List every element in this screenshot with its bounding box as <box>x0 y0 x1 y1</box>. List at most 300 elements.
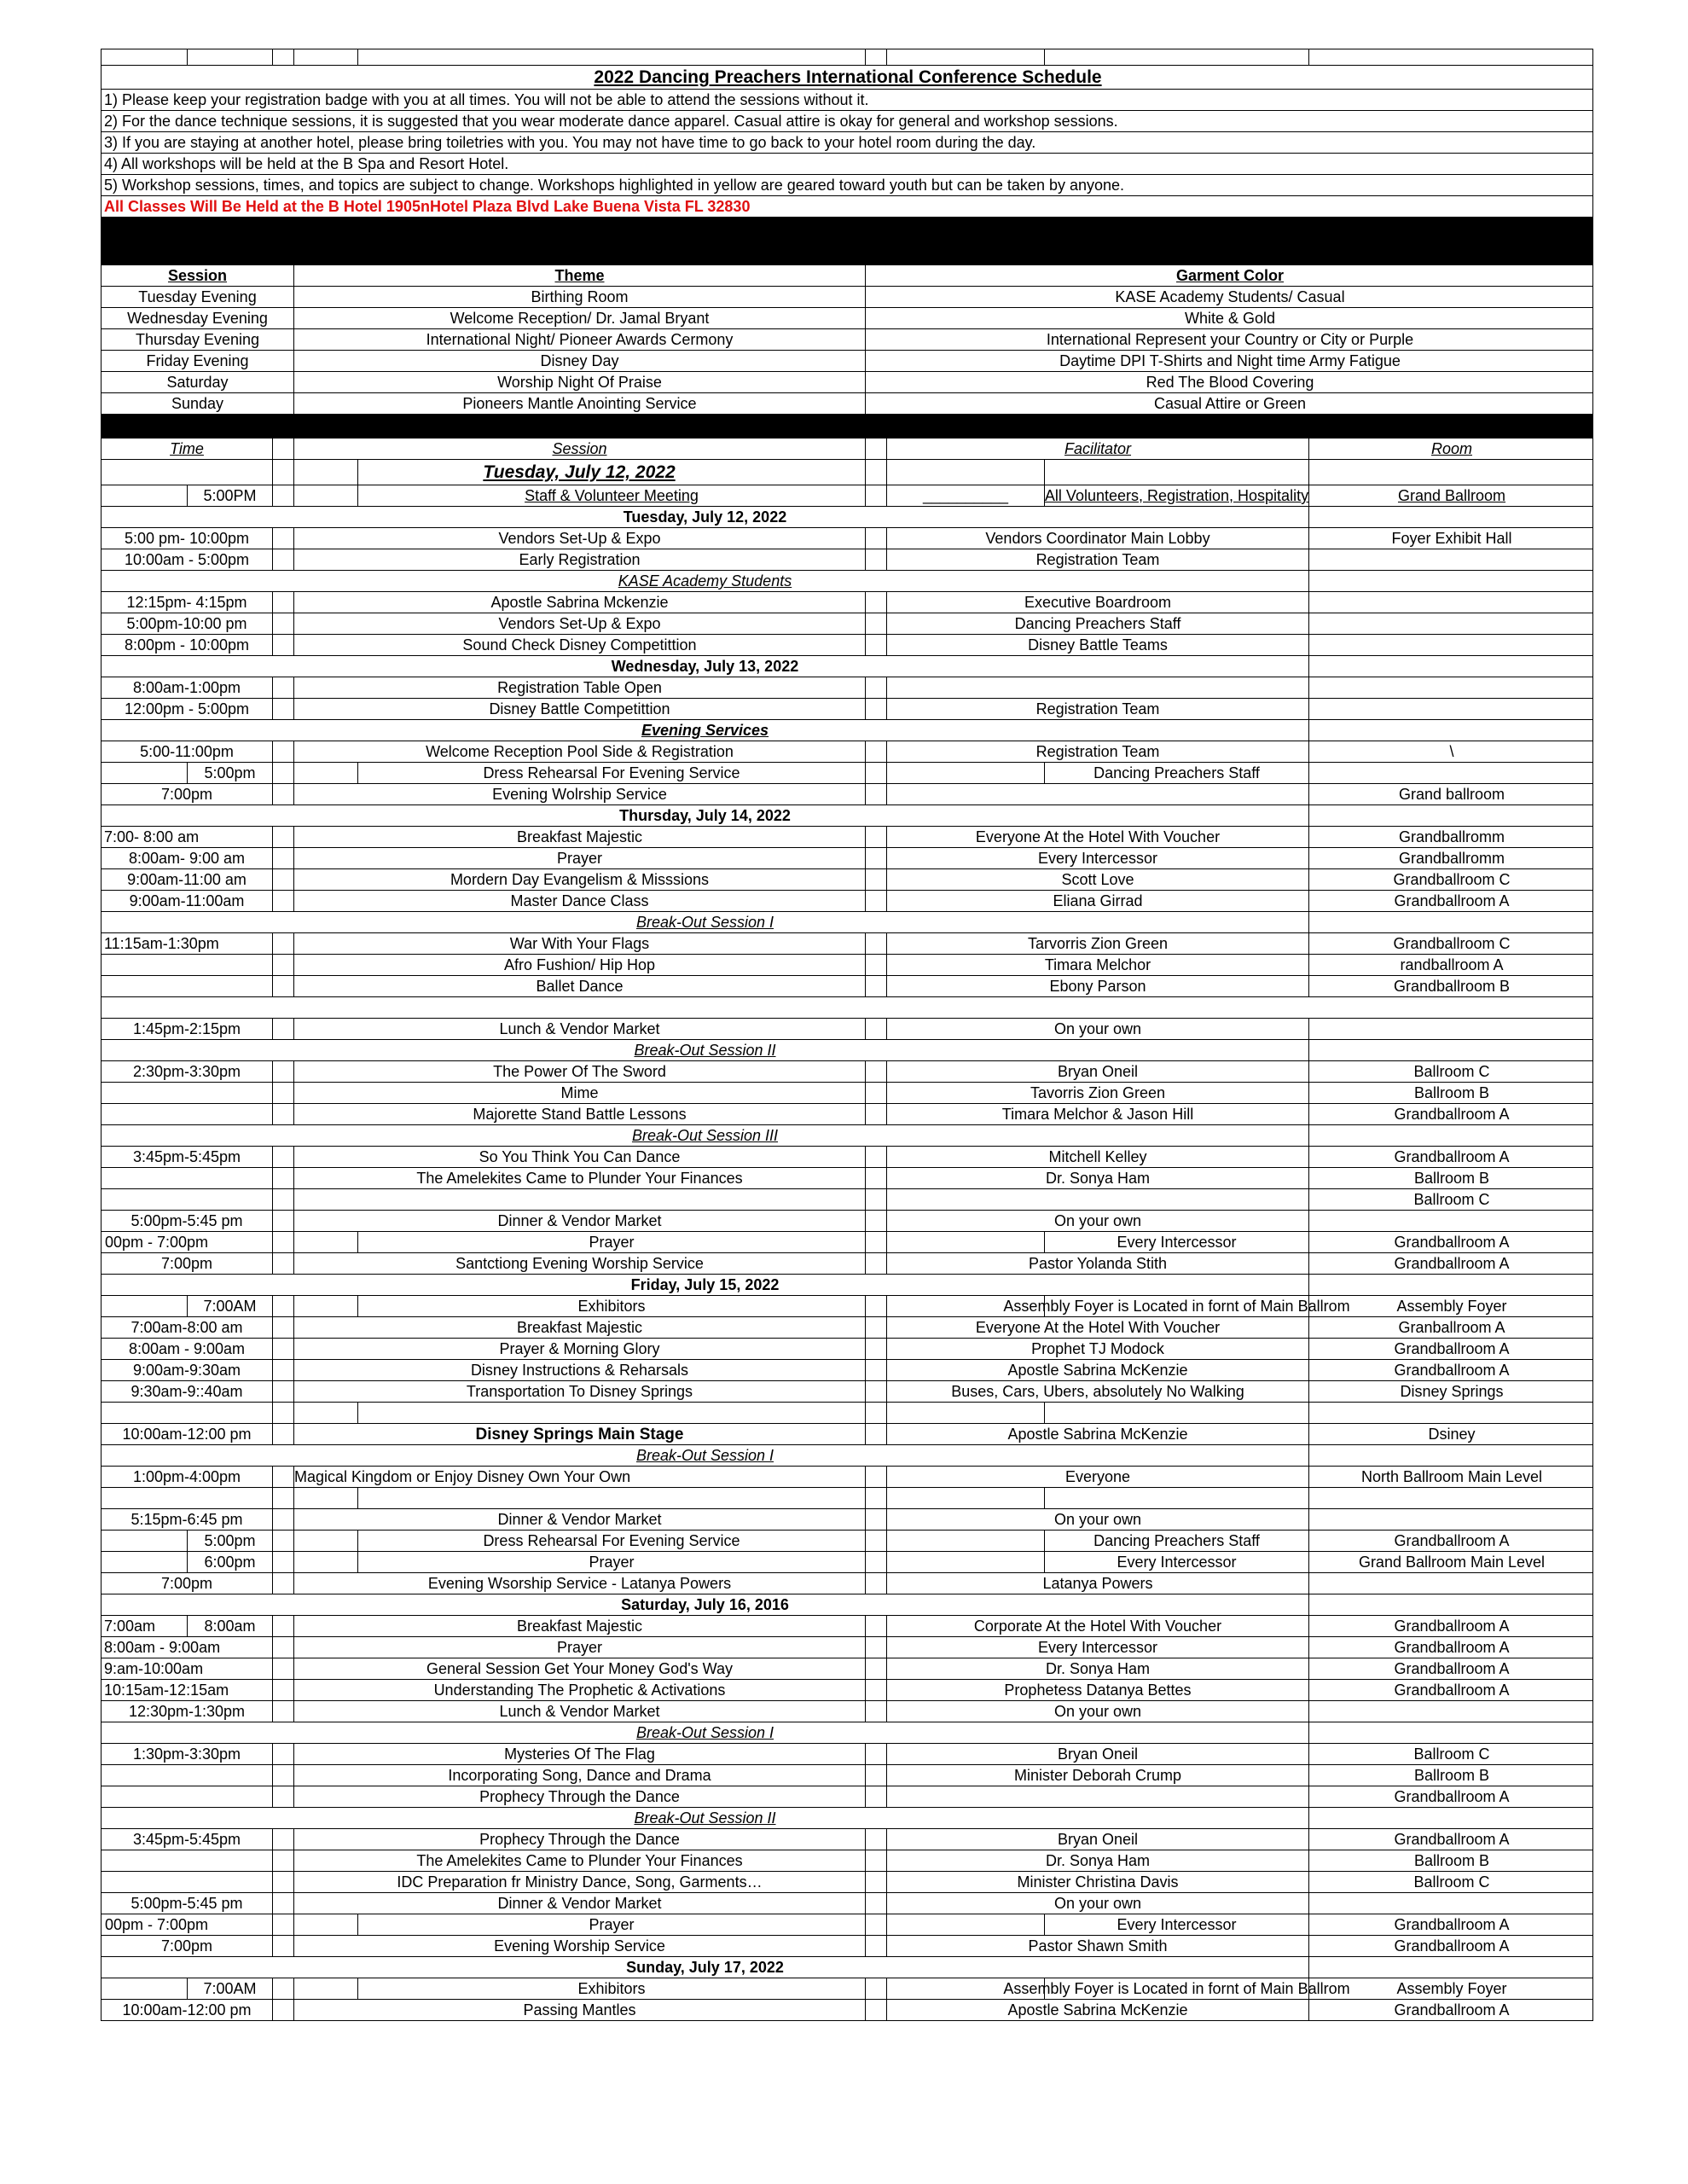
session-cell: Transportation To Disney Springs <box>293 1381 865 1402</box>
room-cell <box>1308 912 1594 932</box>
room-cell: Grandballroom A <box>1308 1914 1594 1935</box>
gap-cell <box>865 1467 886 1487</box>
note-row <box>101 111 1593 132</box>
gap-cell <box>272 592 293 613</box>
gap-cell <box>865 1701 886 1722</box>
grid-line <box>1044 1403 1045 1423</box>
facilitator-cell: Dancing Preachers Staff <box>1044 1531 1308 1551</box>
facilitator-cell: On your own <box>886 1019 1308 1039</box>
time-cell: 9:am-10:00am <box>104 1660 204 1677</box>
schedule-row <box>101 528 1593 549</box>
session-cell: Exhibitors <box>357 1296 865 1316</box>
schedule-row <box>101 827 1593 848</box>
time-cell <box>102 1786 272 1807</box>
schedule-header-row <box>101 439 1593 460</box>
time-cell: 7:00AM <box>187 1296 272 1316</box>
session-cell: Sound Check Disney Competittion <box>293 635 865 655</box>
gap-cell <box>865 1531 886 1551</box>
section-header-row <box>101 1722 1593 1744</box>
gap-cell <box>865 1317 886 1338</box>
theme-name: Disney Day <box>293 351 865 371</box>
session-cell: Dress Rehearsal For Evening Service <box>357 763 865 783</box>
gap-cell <box>272 1296 293 1316</box>
schedule-row <box>101 933 1593 955</box>
session-cell: Prayer <box>357 1552 865 1572</box>
session-cell: Prayer <box>357 1232 865 1252</box>
day-heading: Saturday, July 16, 2016 <box>621 1596 789 1613</box>
gap-cell <box>865 1296 886 1316</box>
day-header-row <box>101 805 1593 827</box>
session-spacer <box>293 485 357 506</box>
location-notice: All Classes Will Be Held at the B Hotel 1905nHotel Plaza Blvd Lake Buena Vista FL 32830 <box>104 198 751 215</box>
facilitator-cell: On your own <box>886 1701 1308 1722</box>
session-cell: Evening Worship Service <box>293 1936 865 1956</box>
grid-line <box>886 460 887 485</box>
gap-cell <box>272 763 293 783</box>
title-row <box>101 66 1593 90</box>
time-cell <box>102 1083 272 1103</box>
room-cell: Grandballroom A <box>1308 1339 1594 1359</box>
schedule-row <box>101 1765 1593 1786</box>
gap-cell <box>272 1765 293 1786</box>
time-cell: 12:30pm-1:30pm <box>128 1703 246 1720</box>
gap-cell <box>865 1786 886 1807</box>
gap-cell <box>865 1061 886 1082</box>
gap-cell <box>865 763 886 783</box>
session-cell: IDC Preparation fr Ministry Dance, Song, Garments… <box>293 1872 865 1892</box>
room-cell <box>1308 1019 1594 1039</box>
spacer-row <box>101 1403 1593 1424</box>
gap-cell <box>865 1573 886 1594</box>
theme-session: Thursday Evening <box>135 331 260 348</box>
facilitator-cell <box>886 1189 1308 1210</box>
schedule-row <box>101 1914 1593 1936</box>
session-cell: Lunch & Vendor Market <box>293 1019 865 1039</box>
schedule-row <box>101 549 1593 571</box>
room-cell: Grandballroom B <box>1308 976 1594 996</box>
schedule-row <box>101 1189 1593 1211</box>
room-cell: Grandballroom A <box>1308 1658 1594 1679</box>
room-cell: Grandballroom A <box>1308 1936 1594 1956</box>
session-cell: The Power Of The Sword <box>293 1061 865 1082</box>
gap-cell <box>272 1061 293 1082</box>
room-cell: Grandballroom C <box>1308 869 1594 890</box>
note-text: 1) Please keep your registration badge with you at all times. You will not be able to attend the sessions without it. <box>104 91 869 108</box>
theme-row <box>101 329 1593 351</box>
room-cell <box>1308 1573 1594 1594</box>
gap-cell <box>865 1616 886 1636</box>
schedule-row <box>101 1658 1593 1680</box>
section-header-row <box>101 1125 1593 1147</box>
grid-line <box>187 49 188 65</box>
time-cell <box>102 1765 272 1786</box>
gap-cell <box>865 827 886 847</box>
schedule-row <box>101 1083 1593 1104</box>
schedule-row <box>101 869 1593 891</box>
top-spacer-row <box>101 49 1593 66</box>
schedule-row <box>101 635 1593 656</box>
gap-cell <box>865 613 886 634</box>
room-cell: Assembly Foyer <box>1308 1978 1594 1999</box>
gap-cell <box>272 1936 293 1956</box>
section-header-row <box>101 1040 1593 1061</box>
gap-cell <box>865 699 886 719</box>
note-row <box>101 132 1593 154</box>
facilitator-cell: Dancing Preachers Staff <box>886 613 1308 634</box>
room-cell: Grandballroom A <box>1308 891 1594 911</box>
facilitator-cell: Executive Boardroom <box>886 592 1308 613</box>
room-cell: \ <box>1308 741 1594 762</box>
gap-cell <box>865 1168 886 1188</box>
gap-cell <box>272 528 293 549</box>
time-cell: 5:00pm <box>187 1531 272 1551</box>
theme-row <box>101 372 1593 393</box>
session-spacer <box>293 1552 357 1572</box>
session-cell: Dinner & Vendor Market <box>293 1509 865 1530</box>
theme-row <box>101 287 1593 308</box>
room-cell: Grandballroom A <box>1308 1232 1594 1252</box>
theme-row <box>101 393 1593 415</box>
gap-cell <box>272 784 293 804</box>
schedule-row <box>101 1637 1593 1658</box>
session-cell: Lunch & Vendor Market <box>293 1701 865 1722</box>
facilitator-cell: Pastor Shawn Smith <box>886 1936 1308 1956</box>
gap-cell <box>865 1189 886 1210</box>
session-cell <box>293 1189 865 1210</box>
schedule-row <box>101 741 1593 763</box>
session-cell: So You Think You Can Dance <box>293 1147 865 1167</box>
room-cell: Grandballroom C <box>1308 933 1594 954</box>
session-spacer <box>293 763 357 783</box>
session-cell: Mime <box>293 1083 865 1103</box>
time-cell: 7:00am-8:00 am <box>131 1319 243 1336</box>
section-header-row <box>101 912 1593 933</box>
session-cell: Afro Fushion/ Hip Hop <box>293 955 865 975</box>
schedule-row <box>101 592 1593 613</box>
time-cell: 7:00- 8:00 am <box>104 828 200 845</box>
schedule-row <box>101 1680 1593 1701</box>
grid-line <box>886 49 887 65</box>
schedule-row <box>101 1211 1593 1232</box>
session-cell: Evening Wolrship Service <box>293 784 865 804</box>
gap-cell <box>865 2000 886 2020</box>
time-cell: 3:45pm-5:45pm <box>132 1148 241 1165</box>
gap-cell <box>865 1765 886 1786</box>
garment-color: Daytime DPI T-Shirts and Night time Army Fatigue <box>865 351 1594 371</box>
time-spacer <box>102 1552 187 1572</box>
room-cell <box>1308 549 1594 570</box>
day-header-row <box>101 507 1593 528</box>
session-cell: The Amelekites Came to Plunder Your Finances <box>293 1850 865 1871</box>
gap-cell <box>272 1872 293 1892</box>
grid-line <box>1044 1488 1045 1508</box>
time-cell <box>102 1850 272 1871</box>
room-cell <box>1308 699 1594 719</box>
garment-color: International Represent your Country or City or Purple <box>865 329 1594 350</box>
gap-cell <box>865 1253 886 1274</box>
header-session: Session <box>167 267 228 284</box>
grid-line <box>272 1488 273 1508</box>
facilitator-cell: Prophet TJ Modock <box>886 1339 1308 1359</box>
facilitator-spacer <box>886 763 1044 783</box>
gap-cell <box>272 2000 293 2020</box>
facilitator-cell: Everyone At the Hotel With Voucher <box>886 827 1308 847</box>
gap-cell <box>272 741 293 762</box>
header-garment-color: Garment Color <box>865 265 1594 286</box>
gap-cell <box>865 1232 886 1252</box>
room-cell <box>1308 1957 1594 1978</box>
gap-cell <box>272 1658 293 1679</box>
facilitator-cell: Bryan Oneil <box>886 1829 1308 1850</box>
session-cell: Santctiong Evening Worship Service <box>293 1253 865 1274</box>
gap-cell <box>272 1680 293 1700</box>
gap-cell <box>865 1019 886 1039</box>
black-separator-bar <box>101 218 1593 265</box>
gap-cell <box>865 1914 886 1935</box>
gap-cell <box>272 955 293 975</box>
room-cell: Grandballroom A <box>1308 1637 1594 1658</box>
section-heading: Break-Out Session II <box>634 1042 776 1059</box>
schedule-row <box>101 1424 1593 1445</box>
room-cell: North Ballroom Main Level <box>1308 1467 1594 1487</box>
gap-cell <box>865 549 886 570</box>
room-cell: Grand Ballroom Main Level <box>1308 1552 1594 1572</box>
session-cell: Disney Springs Main Stage <box>293 1424 865 1444</box>
session-cell: Registration Table Open <box>293 677 865 698</box>
time-cell: 8:00am - 9:00am <box>128 1340 246 1357</box>
session-cell: Welcome Reception Pool Side & Registration <box>293 741 865 762</box>
gap-cell <box>272 1893 293 1914</box>
facilitator-cell: Assembly Foyer is Located in fornt of Main Ballrom <box>1003 1980 1350 1997</box>
gap-cell <box>272 1573 293 1594</box>
time-spacer <box>102 1531 187 1551</box>
facilitator-cell: Apostle Sabrina McKenzie <box>886 1424 1308 1444</box>
theme-name: International Night/ Pioneer Awards Cermony <box>293 329 865 350</box>
note-text: 2) For the dance technique sessions, it is suggested that you wear moderate dance apparel. Casual attire is okay for general and workshop sessions. <box>104 113 1118 130</box>
theme-row <box>101 351 1593 372</box>
gap-cell <box>272 1360 293 1380</box>
facilitator-cell: Latanya Powers <box>886 1573 1308 1594</box>
facilitator-cell: Dr. Sonya Ham <box>886 1168 1308 1188</box>
facilitator-spacer <box>886 1531 1044 1551</box>
day-header-row <box>101 1594 1593 1616</box>
schedule-row <box>101 1253 1593 1275</box>
room-cell <box>1308 571 1594 591</box>
time-cell: 1:45pm-2:15pm <box>132 1020 241 1037</box>
facilitator-cell: Every Intercessor <box>1044 1232 1308 1252</box>
grid-line <box>865 1488 866 1508</box>
room-cell: Grand Ballroom <box>1308 485 1594 506</box>
gap-cell <box>865 891 886 911</box>
section-heading: Break-Out Session I <box>635 914 774 931</box>
time-cell: 12:15pm- 4:15pm <box>126 594 247 611</box>
facilitator-cell: Scott Love <box>886 869 1308 890</box>
facilitator-cell: Prophetess Datanya Bettes <box>886 1680 1308 1700</box>
schedule-row <box>101 1872 1593 1893</box>
gap-cell <box>272 976 293 996</box>
session-cell: Mysteries Of The Flag <box>293 1744 865 1764</box>
grid-line <box>272 49 273 65</box>
header-theme: Theme <box>293 265 865 286</box>
garment-color: Casual Attire or Green <box>865 393 1594 414</box>
gap-cell <box>272 1616 293 1636</box>
facilitator-spacer: __________ <box>886 485 1044 506</box>
room-cell: Grandballroom A <box>1308 1253 1594 1274</box>
facilitator-spacer <box>886 1232 1044 1252</box>
room-cell: Grandballroom A <box>1308 1360 1594 1380</box>
schedule-row <box>101 1850 1593 1872</box>
time-cell: 9:00am-11:00 am <box>127 871 247 888</box>
gap-cell <box>272 1104 293 1124</box>
room-cell: Grandballromm <box>1308 827 1594 847</box>
gap-cell <box>865 1509 886 1530</box>
time-cell: 5:00pm <box>187 763 272 783</box>
gap-cell <box>865 1893 886 1914</box>
gap-cell <box>865 848 886 868</box>
time-cell: 00pm - 7:00pm <box>104 1916 208 1933</box>
section-header-row <box>101 571 1593 592</box>
facilitator-cell: Every Intercessor <box>886 848 1308 868</box>
black-separator-bar <box>101 415 1593 439</box>
room-cell <box>1308 1701 1594 1722</box>
gap-cell <box>865 869 886 890</box>
gap-cell <box>865 592 886 613</box>
room-cell: Grandballroom A <box>1308 1829 1594 1850</box>
time-cell: 8:00pm - 10:00pm <box>124 636 250 653</box>
session-cell: Exhibitors <box>357 1978 865 1999</box>
gap-cell <box>865 1637 886 1658</box>
section-header-row <box>101 1445 1593 1467</box>
time-cell: 3:45pm-5:45pm <box>132 1831 241 1848</box>
theme-header-row <box>101 265 1593 287</box>
room-cell <box>1308 460 1594 485</box>
time-cell: 7:00AM <box>187 1978 272 1999</box>
facilitator-cell: Every Intercessor <box>886 1637 1308 1658</box>
schedule-row <box>101 1339 1593 1360</box>
schedule-row <box>101 1232 1593 1253</box>
gap-cell <box>865 635 886 655</box>
session-spacer <box>293 1296 357 1316</box>
facilitator-cell: On your own <box>886 1893 1308 1914</box>
facilitator-cell: Bryan Oneil <box>886 1061 1308 1082</box>
time-cell <box>102 1189 272 1210</box>
time-cell <box>102 1168 272 1188</box>
grid-line <box>865 1403 866 1423</box>
gap-cell <box>865 1104 886 1124</box>
session-cell: War With Your Flags <box>293 933 865 954</box>
grid-line <box>1308 49 1309 65</box>
schedule-row <box>101 1552 1593 1573</box>
room-cell <box>1308 1893 1594 1914</box>
facilitator-cell: Disney Battle Teams <box>886 635 1308 655</box>
gap-cell <box>865 1552 886 1572</box>
session-cell: Evening Wsorship Service - Latanya Powers <box>293 1573 865 1594</box>
facilitator-cell: Corporate At the Hotel With Voucher <box>886 1616 1308 1636</box>
schedule-row <box>101 1531 1593 1552</box>
time-cell: 7:00am <box>104 1618 156 1635</box>
room-cell: Dsiney <box>1308 1424 1594 1444</box>
gap-cell <box>272 677 293 698</box>
session-cell: Disney Instructions & Reharsals <box>293 1360 865 1380</box>
session-cell: Vendors Set-Up & Expo <box>293 613 865 634</box>
gap-cell <box>272 635 293 655</box>
session-cell: Prophecy Through the Dance <box>293 1829 865 1850</box>
schedule-row <box>101 613 1593 635</box>
gap-cell <box>272 1189 293 1210</box>
garment-color: Red The Blood Covering <box>865 372 1594 392</box>
gap-cell <box>272 1637 293 1658</box>
section-heading: Break-Out Session II <box>634 1809 776 1827</box>
session-cell: Prayer <box>293 848 865 868</box>
session-cell: Incorporating Song, Dance and Drama <box>293 1765 865 1786</box>
gap-cell <box>865 1936 886 1956</box>
session-cell: Prayer <box>357 1914 865 1935</box>
time-cell: 5:00pm-5:45 pm <box>131 1212 243 1229</box>
gap-cell <box>865 1872 886 1892</box>
grid-line <box>1308 1488 1309 1508</box>
garment-color: White & Gold <box>865 308 1594 328</box>
room-cell: Foyer Exhibit Hall <box>1308 528 1594 549</box>
room-cell <box>1308 720 1594 741</box>
session-cell: Vendors Set-Up & Expo <box>293 528 865 549</box>
gap-cell <box>272 1317 293 1338</box>
room-cell <box>1308 613 1594 634</box>
theme-name: Worship Night Of Praise <box>293 372 865 392</box>
note-text: 5) Workshop sessions, times, and topics are subject to change. Workshops highlighted in yellow are geared toward youth but can be taken by anyone. <box>104 177 1125 194</box>
facilitator-cell: On your own <box>886 1509 1308 1530</box>
room-cell <box>1308 763 1594 783</box>
room-cell: Ballroom B <box>1308 1168 1594 1188</box>
session-cell: Understanding The Prophetic & Activations <box>293 1680 865 1700</box>
session-cell: Breakfast Majestic <box>293 1317 865 1338</box>
day-header-row <box>101 1275 1593 1296</box>
time-spacer <box>102 1978 187 1999</box>
gap-cell <box>272 1147 293 1167</box>
room-cell <box>1308 592 1594 613</box>
time-cell: 7:00pm <box>160 786 213 803</box>
gap-cell <box>272 1829 293 1850</box>
gap-cell <box>865 485 886 506</box>
gap-cell <box>865 1829 886 1850</box>
room-cell: Grand ballroom <box>1308 784 1594 804</box>
schedule-sheet <box>101 49 1593 2021</box>
gap-cell <box>865 933 886 954</box>
session-cell: Passing Mantles <box>293 2000 865 2020</box>
room-cell: randballroom A <box>1308 955 1594 975</box>
facilitator-cell: Everyone <box>886 1467 1308 1487</box>
time-spacer <box>102 1296 187 1316</box>
gap-cell <box>272 1253 293 1274</box>
header-session: Session <box>293 439 865 459</box>
section-heading: Break-Out Session III <box>631 1127 779 1144</box>
theme-row <box>101 308 1593 329</box>
room-cell: Ballroom C <box>1308 1189 1594 1210</box>
room-cell <box>1308 1509 1594 1530</box>
room-cell: Grandballroom A <box>1308 1147 1594 1167</box>
gap-cell <box>865 955 886 975</box>
gap-cell <box>272 1168 293 1188</box>
facilitator-cell: Mitchell Kelley <box>886 1147 1308 1167</box>
session-spacer <box>293 1531 357 1551</box>
gap-cell <box>865 677 886 698</box>
section-heading: KASE Academy Students <box>618 572 792 590</box>
spacer-row <box>101 1488 1593 1509</box>
time-cell: 5:00pm-10:00 pm <box>126 615 247 632</box>
gap-cell <box>272 1914 293 1935</box>
facilitator-cell: Buses, Cars, Ubers, absolutely No Walking <box>886 1381 1308 1402</box>
schedule-row <box>101 1786 1593 1808</box>
day-heading: Thursday, July 14, 2022 <box>619 807 791 824</box>
